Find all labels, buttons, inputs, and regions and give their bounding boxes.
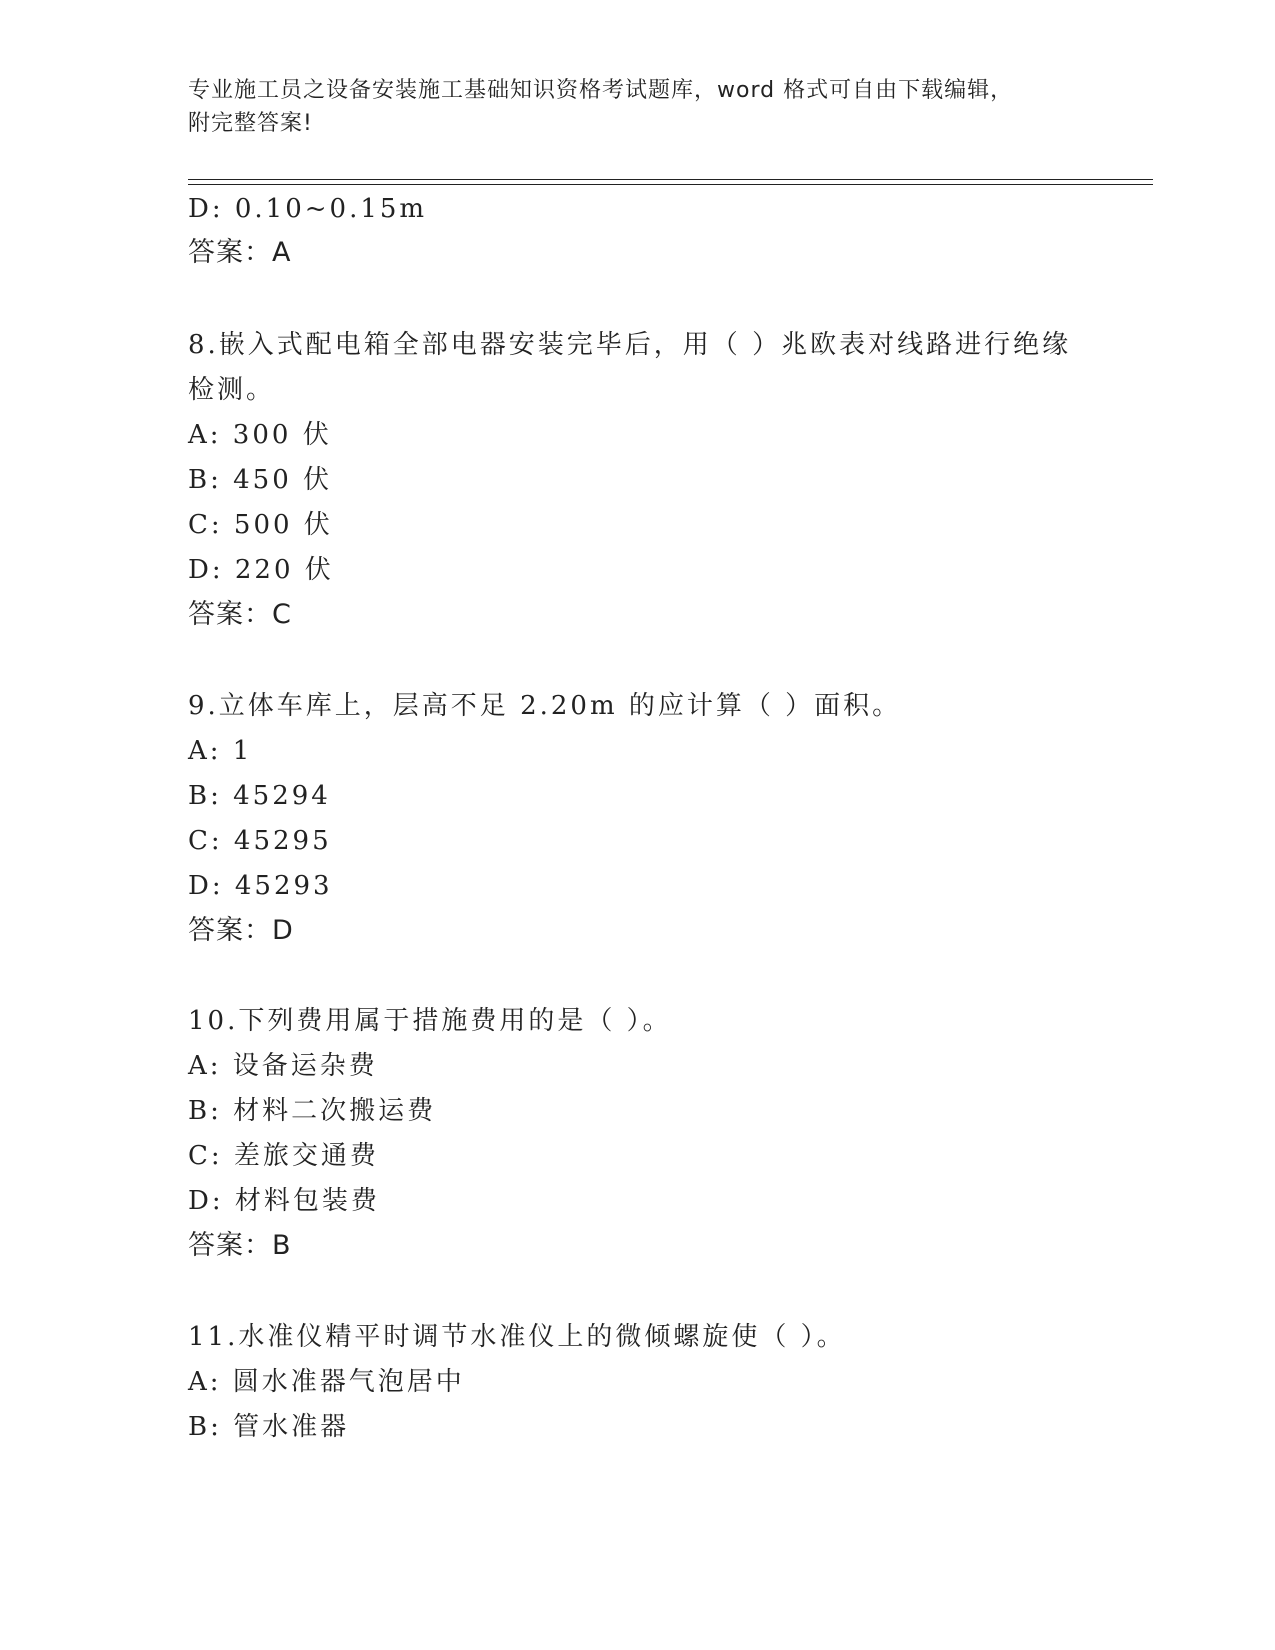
q10-answer: 答案：B xyxy=(188,1230,292,1261)
q10-option-b: B: 材料二次搬运费 xyxy=(188,1096,437,1126)
page-header xyxy=(188,74,1088,140)
header-line-2: 附完整答案! xyxy=(188,111,313,136)
q9-option-d: D: 45293 xyxy=(188,871,333,901)
header-divider-top xyxy=(188,179,1153,180)
q8-option-c: C: 500 伏 xyxy=(188,510,333,540)
q11-option-a: A: 圆水准器气泡居中 xyxy=(188,1367,465,1397)
q8-option-a: A: 300 伏 xyxy=(188,420,332,450)
q11-option-b: B: 管水准器 xyxy=(188,1412,350,1442)
q10-option-c: C: 差旅交通费 xyxy=(188,1141,379,1171)
q10-stem: 10.下列费用属于措施费用的是（ ）。 xyxy=(188,1006,672,1036)
header-divider-bottom xyxy=(188,184,1153,185)
q10-option-a: A: 设备运杂费 xyxy=(188,1051,378,1081)
q8-stem-line-1: 8.嵌入式配电箱全部电器安装完毕后，用（ ）兆欧表对线路进行绝缘 xyxy=(188,330,1072,360)
header-line-1: 专业施工员之设备安装施工基础知识资格考试题库，word 格式可自由下载编辑， xyxy=(188,78,1014,103)
q8-option-b: B: 450 伏 xyxy=(188,465,333,495)
q8-stem-line-2: 检测。 xyxy=(188,375,276,405)
q9-answer: 答案：D xyxy=(188,915,294,946)
q9-option-b: B: 45294 xyxy=(188,781,331,811)
q7-answer: 答案：A xyxy=(188,237,292,268)
q8-option-d: D: 220 伏 xyxy=(188,555,334,585)
q9-option-c: C: 45295 xyxy=(188,826,332,856)
q10-option-d: D: 材料包装费 xyxy=(188,1186,380,1216)
q8-answer: 答案：C xyxy=(188,599,292,630)
q7-option-d: D: 0.10~0.15m xyxy=(188,194,428,224)
q9-stem: 9.立体车库上，层高不足 2.20m 的应计算（ ）面积。 xyxy=(188,691,902,721)
q9-option-a: A: 1 xyxy=(188,736,253,766)
q11-stem: 11.水准仪精平时调节水准仪上的微倾螺旋使（ ）。 xyxy=(188,1322,846,1352)
